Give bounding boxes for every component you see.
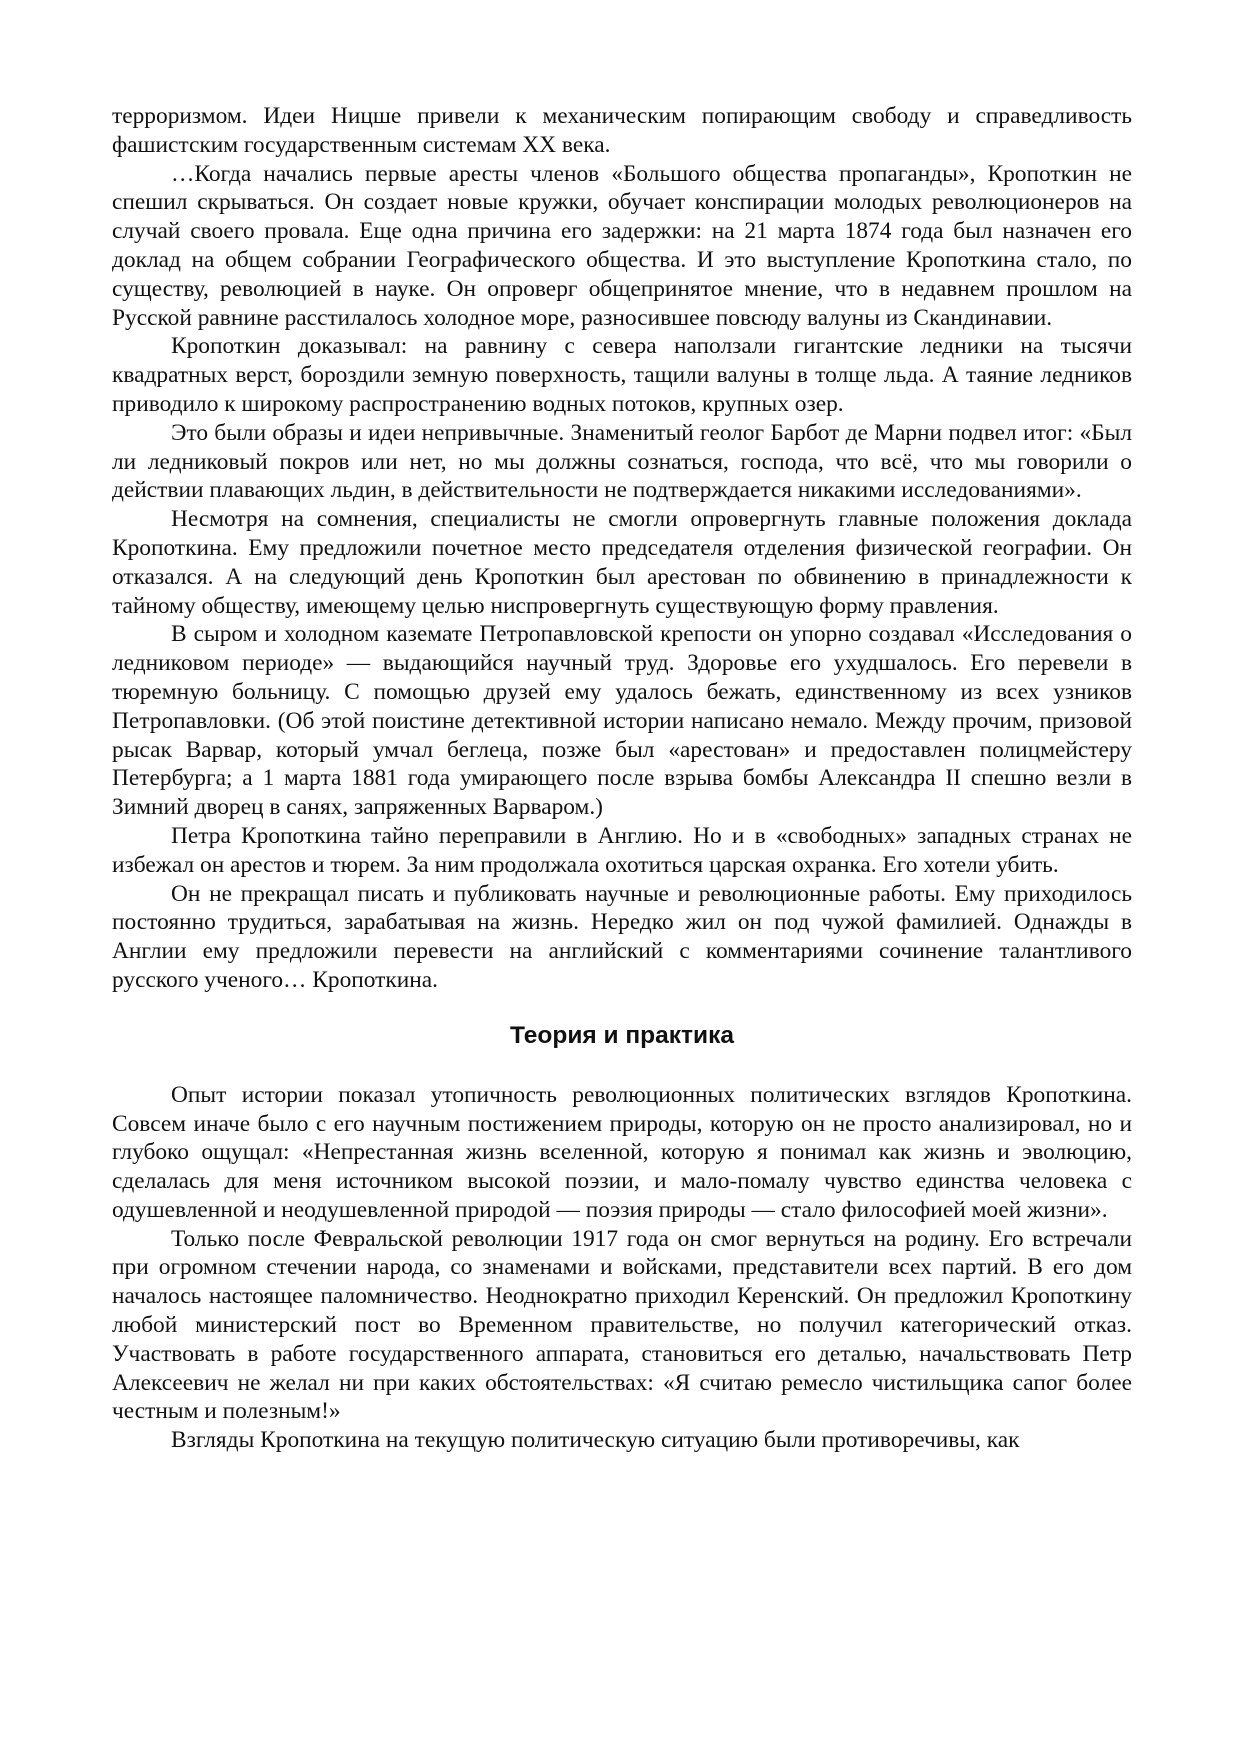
paragraph-return: Только после Февральской революции 1917 года он смог вернуться на родину. Его встречали при огромном стечении народа, со знаменами и войсками, представители всех партий. В его дом началось настоящее паломничество. Неоднократно приходил Керенский. Он предложил Кропоткину любой министерский пост во Временном правительстве, но получил категорический отказ. Участвовать в работе государственного аппарата, становиться его деталью, начальствовать Петр Алексеевич не желал ни при каких обстоятельствах: «Я считаю ремесло чистильщика сапог более честным и полезным!» [112,1225,1132,1425]
section-heading: Теория и практика [510,1021,734,1049]
paragraph-arrest: Несмотря на сомнения, специалисты не смогли опровергнуть главные положения доклада Кропоткина. Ему предложили почетное место председателя отделения физической географии. Он отказался. А на следующий день Кропоткин был арестован по обвинению в принадлежности к тайному обществу, имеющему целью ниспровергнуть существующую форму правления. [112,506,1132,619]
paragraph-history-experience: Опыт истории показал утопичность революционных политических взглядов Кропоткина. Совсем иначе было с его научным постижением природы, которую он не просто анализировал, но и глубоко ощущал: «Непрестанная жизнь вселенной, которую я понимал как жизнь и эволюцию, сделалась для меня источником высокой поэзии, и мало-помалу чувство единства человека с одушевленной и неодушевленной природой — поэзия природы — стало философией моей жизни». [112,1081,1132,1223]
paragraph-glaciers: Кропоткин доказывал: на равнину с севера наползали гигантские ледники на тысячи квадратных верст, бороздили земную поверхность, тащили валуны в толще льда. А таяние ледников приводило к широкому распространению водных потоков, крупных озер. [112,333,1132,417]
paragraph-barbot-de-marni: Это были образы и идеи непривычные. Знаменитый геолог Барбот де Марни подвел итог: «Был ли ледниковый покров или нет, но мы должны сознаться, господа, что всё, что мы говорили о действии плавающих льдин, в действительности не подтверждается никакими исследованиями». [112,419,1132,504]
section-escape-and-exile [112,102,1132,995]
section-theory-and-practice [112,1081,1132,1455]
paragraph-continued: терроризмом. Идеи Ницше привели к механическим попирающим свободу и справедливость фашистским государственным системам XX века. [112,103,1132,158]
paragraph-views: Взгляды Кропоткина на текущую политическую ситуацию были противоречивы, как [171,1427,1020,1454]
document-page [112,102,1132,1455]
paragraph-england: Петра Кропоткина тайно переправили в Англию. Но и в «свободных» западных странах не избежал он арестов и тюрем. За ним продолжала охотиться царская охранка. Его хотели убить. [112,822,1132,878]
paragraph-fortress: В сыром и холодном каземате Петропавловской крепости он упорно создавал «Исследования о ледниковом периоде» — выдающийся научный труд. Здоровье его ухудшалось. Его перевели в тюремную больницу. С помощью друзей ему удалось бежать, единственному из всех узников Петропавловки. (Об этой поистине детективной истории написано немало. Между прочим, призовой рысак Варвар, который умчал беглеца, позже был «арестован» и предоставлен полицмейстеру Петербурга; а 1 марта 1881 года умирающего после взрыва бомбы Александра II спешно везли в Зимний дворец в санях, запряженных Варваром.) [112,621,1132,821]
paragraph-arrests: …Когда начались первые аресты членов «Большого общества пропаганды», Кропоткин не спешил скрываться. Он создает новые кружки, обучает конспирации молодых революционеров на случай своего провала. Еще одна причина его задержки: на 21 марта 1874 года был назначен его доклад на общем собрании Географического общества. И это выступление Кропоткина стало, по существу, революцией в науке. Он опроверг общепринятое мнение, что в недавнем прошлом на Русской равнине расстилалось холодное море, разносившее повсюду валуны из Скандинавии. [112,160,1132,331]
paragraph-publishing: Он не прекращал писать и публиковать научные и революционные работы. Ему приходилось постоянно трудиться, зарабатывая на жизнь. Нередко жил он под чужой фамилией. Однажды в Англии ему предложили перевести на английский с комментариями сочинение талантливого русского ученого… Кропоткина. [112,880,1132,993]
